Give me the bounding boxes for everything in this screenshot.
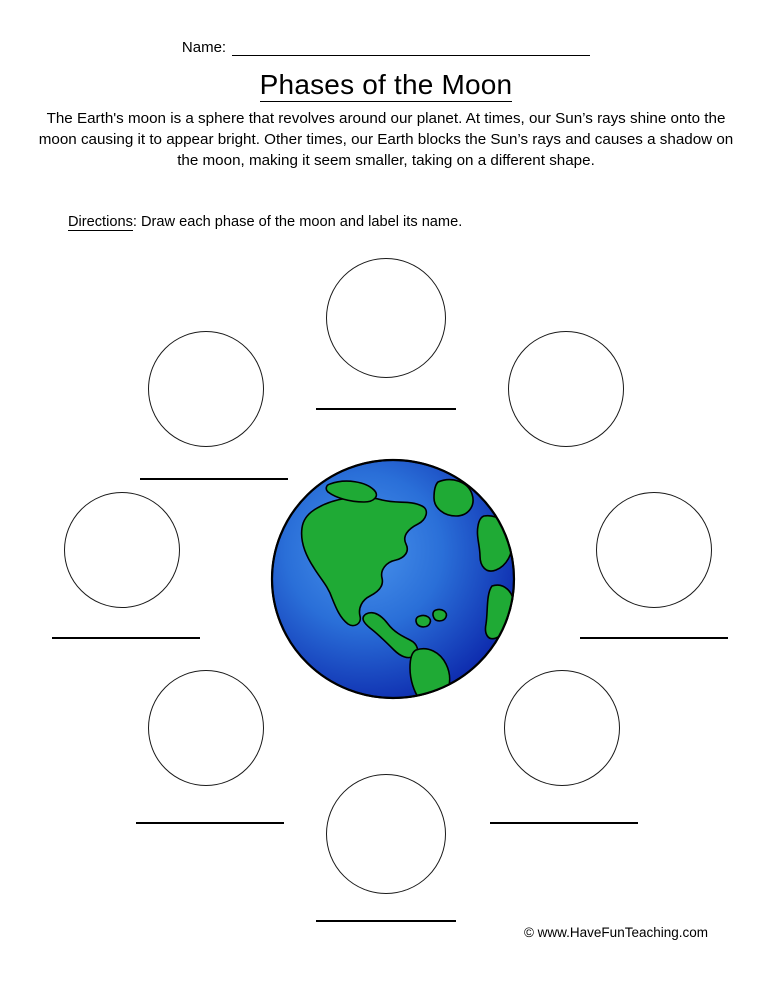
- moon-slot-bottom-right[interactable]: [504, 670, 620, 786]
- label-line-left[interactable]: [52, 637, 200, 639]
- name-label: Name:: [181, 39, 227, 56]
- page-title: [0, 68, 772, 102]
- footer-copyright: © www.HaveFunTeaching.com: [523, 925, 708, 940]
- earth-globe: [270, 458, 516, 700]
- directions-text: : Draw each phase of the moon and label its name.: [132, 214, 463, 230]
- label-line-bottom-left[interactable]: [136, 822, 284, 824]
- moon-slot-bottom[interactable]: [326, 774, 446, 894]
- label-line-top[interactable]: [316, 408, 456, 410]
- intro-paragraph: The Earth's moon is a sphere that revolves around our planet. At times, our Sun’s rays shine onto the moon causing it to appear bright. Other times, our Earth blocks the Sun’s rays and causes a shadow on the moon, making it seem smaller, taking on a different shape.: [38, 110, 734, 169]
- name-input-line[interactable]: [232, 41, 590, 56]
- moon-slot-top[interactable]: [326, 258, 446, 378]
- page-title-text: Phases of the Moon: [259, 69, 513, 100]
- moon-slot-right[interactable]: [596, 492, 712, 608]
- directions-label: Directions: [68, 214, 133, 230]
- directions-line: [68, 212, 708, 232]
- moon-slot-top-left[interactable]: [148, 331, 264, 447]
- label-line-bottom-right[interactable]: [490, 822, 638, 824]
- earth-globe-svg: [270, 458, 516, 700]
- moon-phases-diagram: [0, 250, 772, 930]
- moon-slot-top-right[interactable]: [508, 331, 624, 447]
- moon-slot-left[interactable]: [64, 492, 180, 608]
- label-line-right[interactable]: [580, 637, 728, 639]
- name-field-row: [0, 40, 772, 56]
- label-line-top-left[interactable]: [140, 478, 288, 480]
- moon-slot-bottom-left[interactable]: [148, 670, 264, 786]
- label-line-bottom[interactable]: [316, 920, 456, 922]
